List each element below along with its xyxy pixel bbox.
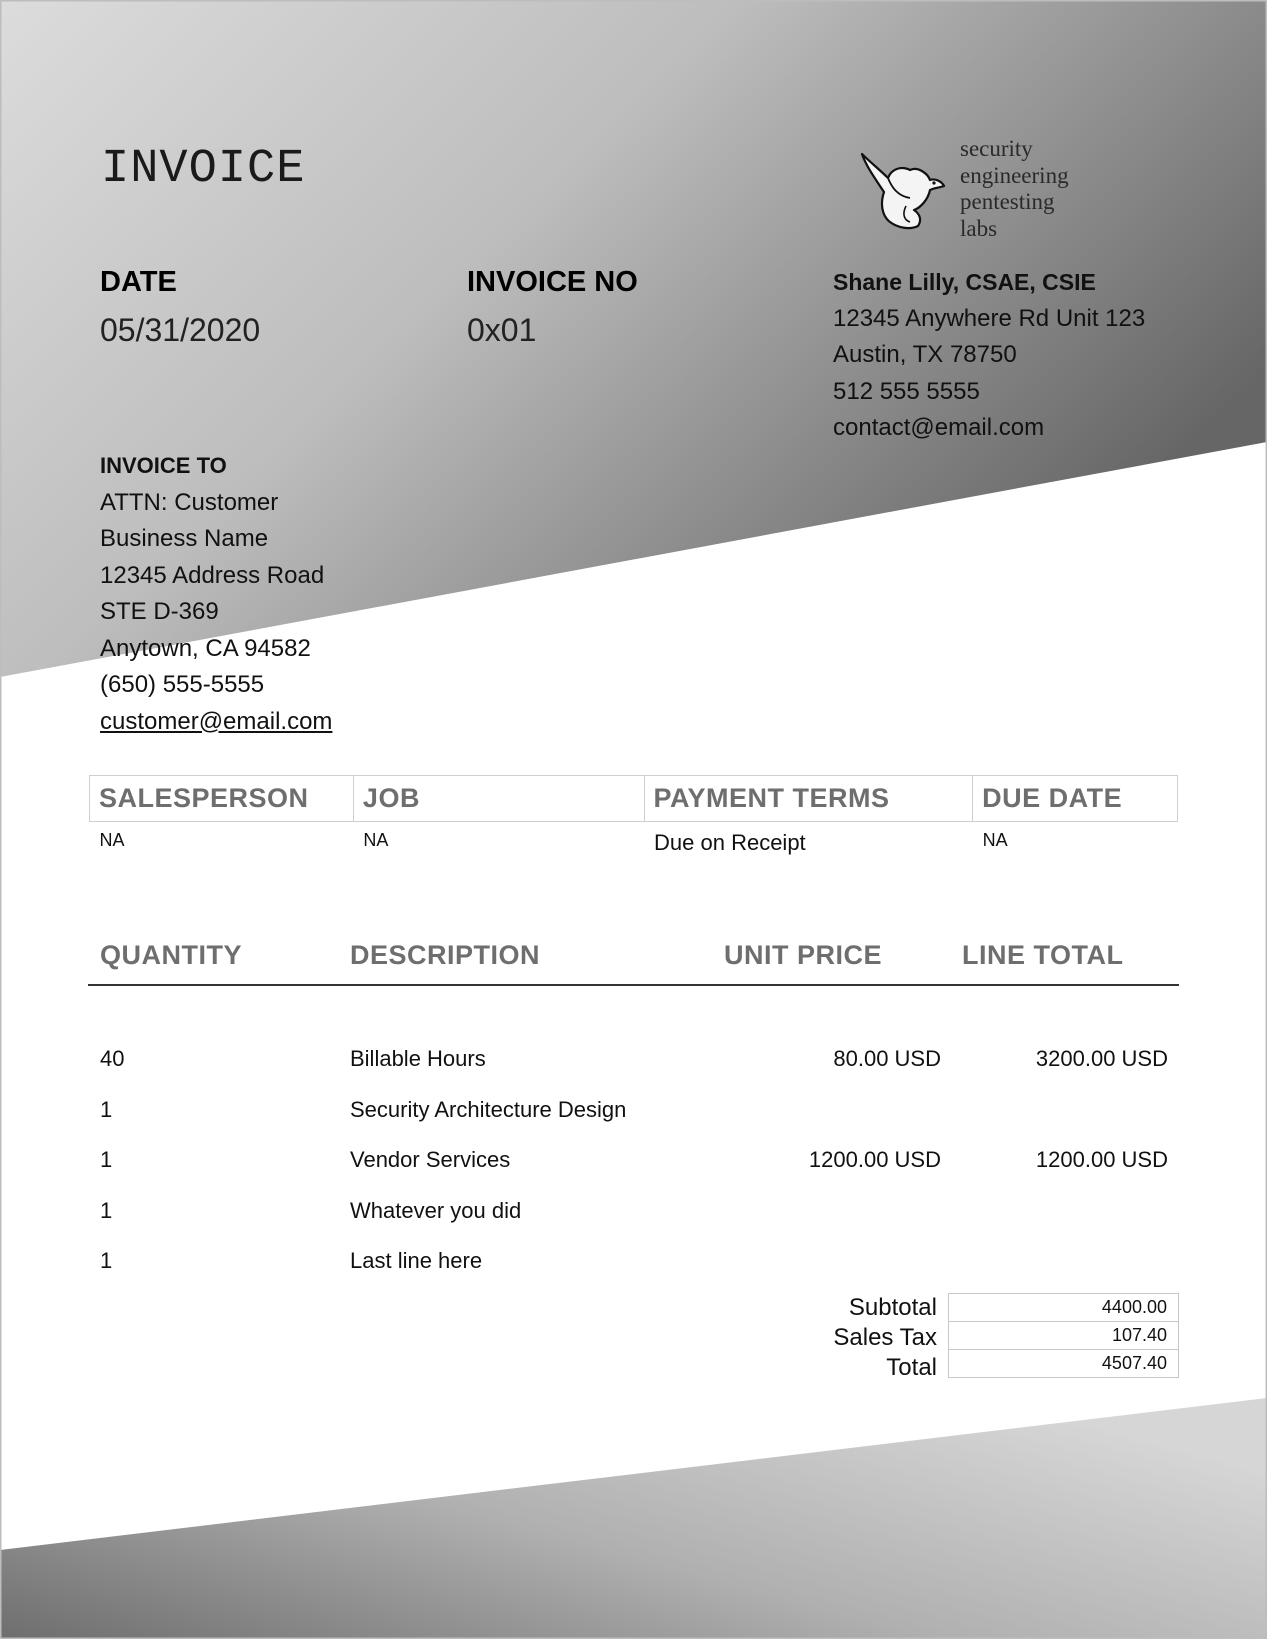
bill-to-address2: STE D-369 [100,598,219,625]
footer-band [0,1398,1267,1639]
items-header-line-total: LINE TOTAL [962,940,1124,970]
item-line-total: 1200.00 USD [1035,1147,1168,1172]
table-row [0,1046,1267,1076]
bill-to-phone: (650) 555-5555 [100,671,265,698]
logo-line: labs [960,215,998,241]
sender-email: contact@email.com [833,414,1045,441]
meta-header-salesperson: SALESPERSON [90,776,354,822]
totals-table [948,1293,1179,1378]
table-row [0,1097,1267,1127]
item-qty: 1 [100,1248,113,1273]
meta-value-job: NA [363,830,389,850]
items-header-description: DESCRIPTION [350,940,541,970]
subtotal-value: 4400.00 [949,1294,1179,1322]
items-header-quantity: QUANTITY [100,940,242,970]
item-qty: 1 [100,1097,113,1122]
meta-value-salesperson: NA [99,830,125,850]
table-row [0,1248,1267,1278]
invoice-title: INVOICE [101,143,306,196]
item-unit-price: 1200.00 USD [808,1147,941,1172]
invoice-no-value: 0x01 [467,312,537,348]
item-qty: 1 [100,1147,113,1172]
logo-line: engineering [960,162,1069,188]
item-desc: Last line here [350,1248,483,1273]
table-row [0,1147,1267,1177]
bill-to-label: INVOICE TO [100,453,227,478]
sales-tax-value: 107.40 [949,1322,1179,1350]
item-unit-price: 80.00 USD [833,1046,941,1071]
meta-header-row [90,776,1178,822]
sender-phone: 512 555 5555 [833,377,980,405]
table-row [0,1198,1267,1228]
item-desc: Security Architecture Design [350,1097,627,1122]
invoice-no-label: INVOICE NO [467,266,638,298]
item-desc: Billable Hours [350,1046,486,1071]
meta-header-due-date: DUE DATE [973,776,1178,822]
logo-text [960,136,1069,242]
date-value: 05/31/2020 [100,312,261,348]
logo-line: security [960,136,1033,161]
sender-address1: 12345 Anywhere Rd Unit 123 [833,304,1146,332]
meta-value-payment-terms: Due on Receipt [654,830,806,855]
meta-value-row [90,822,1178,865]
items-header [88,940,1179,986]
sender-address2: Austin, TX 78750 [833,341,1017,368]
items-header-unit-price: UNIT PRICE [724,940,883,970]
sender-contact [833,264,1145,447]
date-label: DATE [100,266,177,298]
total-value: 4507.40 [949,1350,1179,1378]
sender-name: Shane Lilly, CSAE, CSIE [833,269,1096,295]
logo-line: pentesting [960,189,1055,214]
item-desc: Whatever you did [350,1198,522,1223]
subtotal-label: Subtotal [848,1294,937,1321]
meta-table [89,775,1178,864]
bill-to-business: Business Name [100,525,269,552]
meta-header-payment-terms: PAYMENT TERMS [644,776,973,822]
bill-to-attn: ATTN: Customer [100,488,279,516]
bill-to-email-link[interactable]: customer@email.com [100,707,333,735]
meta-header-job: JOB [353,776,644,822]
fox-logo-icon [858,148,956,232]
item-qty: 40 [100,1046,125,1071]
bill-to-address1: 12345 Address Road [100,561,325,589]
meta-value-due-date: NA [982,830,1008,850]
sales-tax-label: Sales Tax [833,1324,937,1351]
bill-to [100,448,332,740]
bill-to-city: Anytown, CA 94582 [100,634,311,662]
total-label: Total [886,1354,937,1381]
item-qty: 1 [100,1198,113,1223]
item-desc: Vendor Services [350,1147,511,1172]
item-line-total: 3200.00 USD [1035,1046,1168,1071]
